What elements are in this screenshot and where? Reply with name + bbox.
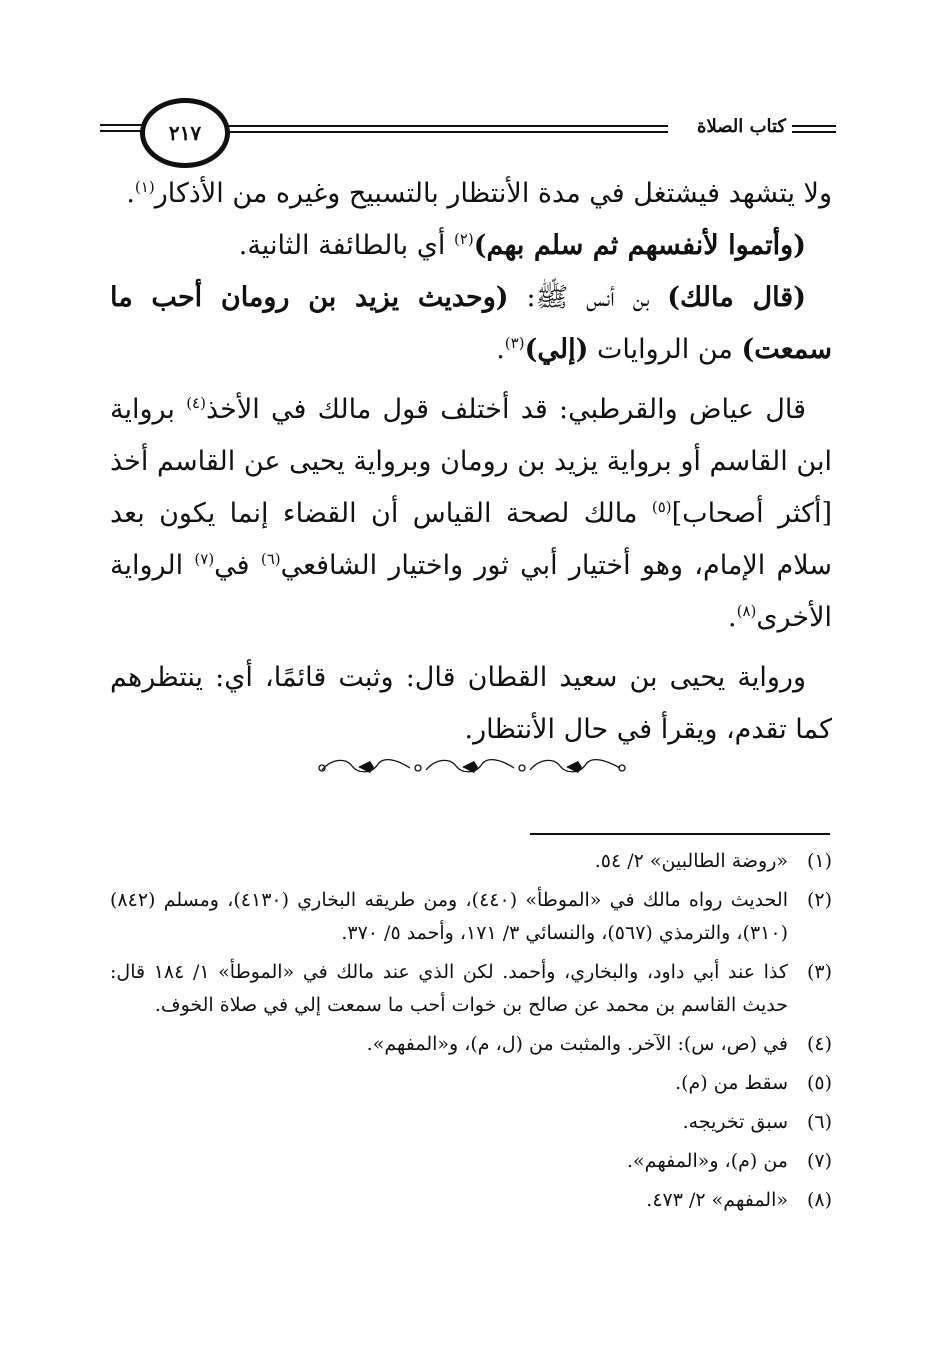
footnote-ref-6: (٦) [260,550,281,568]
footnote-6 [110,1106,832,1139]
header-title: كتاب الصلاة [697,116,786,137]
paragraph-4-end: . [728,602,737,633]
footnote-ref-3: (٣) [504,334,525,352]
footnotes-list [110,845,832,1223]
paragraph-1 [110,168,832,220]
header-rule-left-lower [100,130,144,132]
footnote-number: (١) [806,850,832,872]
main-text [110,168,832,756]
paragraph-5 [110,652,832,756]
page-number: ٢١٧ [168,121,202,145]
footnote-ref-1: (١) [134,178,155,196]
paragraph-3-text-b: من الروايات [588,334,742,365]
footnote-7 [110,1145,832,1178]
footnote-ref-5: (٥) [651,498,672,516]
paragraph-4-text-b: برواية ابن القاسم أو برواية يزيد بن رومان وبرواية يحيى عن القاسم أخذ [أكثر أصحاب] [110,394,832,529]
header-rule-middle-lower [228,131,668,133]
footnote-1 [110,845,832,878]
paragraph-4-text-e: الرواية الأخرى [110,550,832,633]
paragraph-4 [110,384,832,644]
footnote-rule [530,833,830,835]
header-rule-right [792,125,836,127]
quoted-text-3a: (قال مالك) [667,282,806,313]
footnote-8 [110,1184,832,1217]
footnote-4 [110,1028,832,1061]
paragraph-2 [110,220,832,272]
footnote-text: «المفهم» ٢/ ٤٧٣. [646,1189,788,1211]
footnote-number: (٨) [806,1189,832,1211]
footnote-text: سقط من (م). [675,1072,788,1094]
footnote-number: (٢) [806,889,832,911]
paragraph-3-text-a: بن أنس ﷺ: [508,282,668,313]
paragraph-4-text-d: في [214,550,261,581]
paragraph-3-end: . [496,334,505,365]
paragraph-1-text: ولا يتشهد فيشتغل في مدة الأنتظار بالتسبيح وغيره من الأذكار [154,178,832,209]
footnote-text: الحديث رواه مالك في «الموطأ» (٤٤٠)، ومن طريقه البخاري (٤١٣٠)، ومسلم (٨٤٢) (٣١٠)، والترمذي (٥٦٧)، والنسائي ٣/ ١٧١، وأحمد ٥/ ٣٧٠. [110,889,788,944]
ornament-divider [318,754,626,780]
footnote-text: سبق تخريجه. [682,1111,788,1133]
quoted-text-2: (وأتموا لأنفسهم ثم سلم بهم) [473,230,806,261]
footnote-number: (٧) [806,1150,832,1172]
header-rule-right-lower [792,131,836,133]
footnote-text: في (ص، س): الآخر. والمثبت من (ل، م)، و«المفهم». [366,1033,788,1055]
footnote-number: (٦) [806,1111,832,1133]
header-rule-middle [228,125,668,127]
paragraph-4-text-c: مالك لصحة القياس أن القضاء إنما يكون بعد سلام الإمام، وهو أختيار أبي ثور واختيار الشافعي [110,498,832,581]
footnote-number: (٥) [806,1072,832,1094]
footnote-ref-4: (٤) [186,394,206,412]
paragraph-2-text: أي بالطائفة الثانية. [238,230,454,261]
page-header [100,98,836,164]
page-number-circle [140,98,230,168]
footnote-2 [110,884,832,950]
footnote-number: (٣) [806,961,832,983]
footnote-ref-8: (٨) [736,602,757,620]
footnote-text: كذا عند أبي داود، والبخاري، وأحمد. لكن الذي عند مالك في «الموطأ» ١/ ١٨٤ قال: حديث القاسم بن محمد عن صالح بن خوات أحب ما سمعت إلي في صلاة الخوف. [110,961,788,1016]
footnote-5 [110,1067,832,1100]
footnote-3 [110,956,832,1022]
paragraph-4-text-a: قال عياض والقرطبي: قد أختلف قول مالك في الأخذ [205,394,806,425]
paragraph-1-end: . [126,178,135,209]
paragraph-3 [110,272,832,376]
footnote-text: «روضة الطالبين» ٢/ ٥٤. [594,850,788,872]
footnote-ref-7: (٧) [194,550,215,568]
footnote-ref-2: (٢) [453,230,474,248]
paragraph-5-text: ورواية يحيى بن سعيد القطان قال: وثبت قائمًا، أي: ينتظرهم كما تقدم، ويقرأ في حال الأنتظار. [110,662,832,745]
footnote-text: من (م)، و«المفهم». [627,1150,788,1172]
footnote-number: (٤) [806,1033,832,1055]
quoted-text-3b: (وحديث يزيد بن رومان أحب ما سمعت) [110,282,832,365]
quoted-text-3c: (إلي) [524,334,589,365]
header-rule-left [100,124,144,126]
